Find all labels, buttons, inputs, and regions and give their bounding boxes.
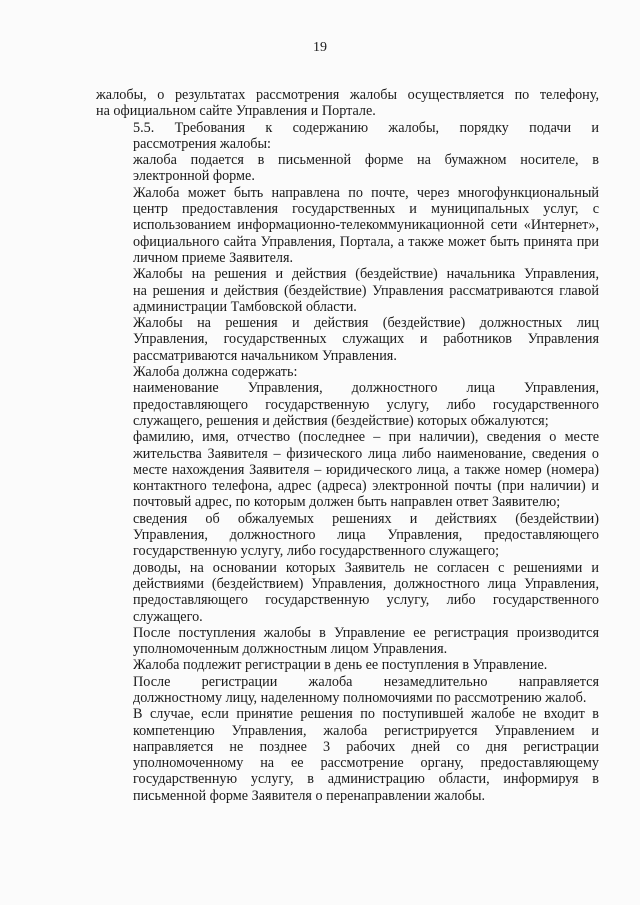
paragraph (96, 266, 599, 315)
text-line: администрации Тамбовской области. (133, 298, 357, 315)
text-line: жалобы, о результатах рассмотрения жалобы осуществляется по телефону, (96, 87, 599, 103)
paragraph (96, 560, 599, 625)
text-line: Управления, государственных служащих и работников Управления (133, 331, 599, 348)
text-line: жительства Заявителя – физического лица либо наименование, сведения о (133, 445, 599, 462)
paragraph (96, 706, 599, 804)
paragraph (96, 657, 599, 673)
text-line: почтовый адрес, по которым должен быть направлен ответ Заявителю; (133, 494, 561, 511)
text-line: должностному лицу, наделенному полномочиями по рассмотрению жалоб. (133, 689, 587, 706)
text-line: предоставляющего государственную услугу, либо государственного (133, 592, 599, 609)
paragraph (96, 87, 599, 120)
text-line: В случае, если принятие решения по поступившей жалобе не входит в (133, 706, 599, 723)
text-line: контактного телефона, адрес (адреса) электронной почты (при наличии) и (133, 478, 599, 495)
text-line: 5.5. Требования к содержанию жалобы, порядку подачи и (133, 119, 599, 136)
text-line: Управления, должностного лица Управления, предоставляющего (133, 527, 599, 544)
paragraph (96, 429, 599, 510)
text-line: месте нахождения Заявителя – юридического лица, а также номер (номера) (133, 461, 599, 478)
text-line: Жалоба подлежит регистрации в день ее поступления в Управление. (133, 657, 548, 674)
text-line: рассматриваются начальником Управления. (133, 347, 397, 364)
text-line: электронной форме. (133, 168, 255, 185)
text-line: сведения об обжалуемых решениях и действиях (бездействии) (133, 510, 599, 527)
paragraph (96, 152, 599, 185)
text-line: действиями (бездействием) Управления, должностного лица Управления, (133, 575, 599, 592)
text-line: Жалобы на решения и действия (бездействие) начальника Управления, (133, 266, 599, 283)
text-line: на официальном сайте Управления и Портале. (96, 103, 376, 120)
page-number: 19 (313, 40, 327, 55)
paragraph (96, 511, 599, 560)
text-line: служащего. (133, 608, 203, 625)
text-line: Жалоба должна содержать: (133, 364, 298, 381)
text-line: государственную услугу, в администрацию области, информируя в (133, 771, 599, 788)
paragraph (96, 120, 599, 153)
text-line: личном приеме Заявителя. (133, 249, 294, 266)
text-line: фамилию, имя, отчество (последнее – при наличии), сведения о месте (133, 429, 599, 446)
text-line: письменной форме Заявителя о перенаправлении жалобы. (133, 787, 486, 804)
text-line: использованием информационно-телекоммуникационной сети «Интернет», (133, 217, 599, 234)
text-line: на решения и действия (бездействие) Управления рассматриваются главой (133, 282, 599, 299)
text-line: наименование Управления, должностного лица Управления, (133, 380, 599, 397)
text-line: Жалоба может быть направлена по почте, через многофункциональный (133, 184, 599, 201)
text-line: уполномоченному на ее рассмотрение органу, предоставляющему (133, 755, 599, 772)
text-line: доводы, на основании которых Заявитель не согласен с решениями и (133, 559, 599, 576)
text-line: предоставляющего государственную услугу, либо государственного (133, 396, 599, 413)
text-line: служащего, решения и действия (бездействие) которых обжалуются; (133, 412, 549, 429)
text-line: После поступления жалобы в Управление ее регистрация производится (133, 624, 599, 641)
text-line: центр предоставления государственных и муниципальных услуг, с (133, 201, 599, 218)
text-line: направляется не позднее 3 рабочих дней со дня регистрации (133, 738, 599, 755)
paragraph (96, 625, 599, 658)
text-line: уполномоченным должностным лицом Управления. (133, 641, 448, 658)
document-body (96, 87, 599, 804)
text-line: рассмотрения жалобы: (133, 135, 271, 152)
paragraph (96, 674, 599, 707)
text-line: После регистрации жалоба незамедлительно направляется (133, 673, 599, 690)
paragraph (96, 364, 599, 380)
text-line: государственную услугу, либо государственного служащего; (133, 543, 500, 560)
paragraph (96, 380, 599, 429)
paragraph (96, 315, 599, 364)
text-line: официального сайта Управления, Портала, а также может быть принята при (133, 233, 599, 250)
text-line: Жалобы на решения и действия (бездействие) должностных лиц (133, 315, 599, 332)
text-line: компетенцию Управления, жалоба регистрируется Управлением и (133, 722, 599, 739)
paragraph (96, 185, 599, 266)
text-line: жалоба подается в письменной форме на бумажном носителе, в (133, 152, 599, 169)
